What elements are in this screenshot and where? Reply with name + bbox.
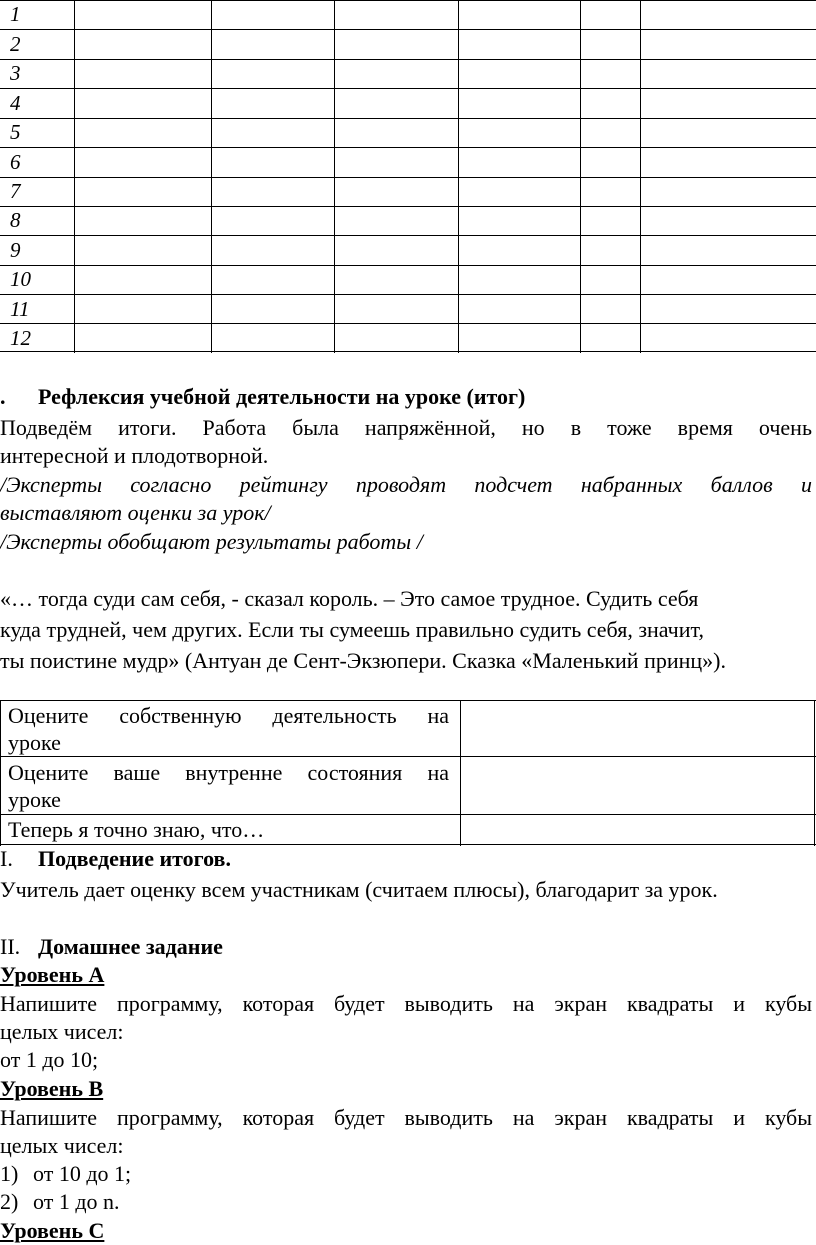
- table-rule: [0, 700, 1, 846]
- table-cell: уроке: [8, 730, 61, 755]
- row-number: 9: [10, 238, 21, 262]
- table-rule: [580, 0, 581, 353]
- paragraph-line: целых чисел:: [0, 1133, 124, 1158]
- row-number: 8: [10, 208, 21, 232]
- paragraph-line: Напишите программу, которая будет выводить на экран квадраты и кубы: [0, 1105, 812, 1130]
- self-assessment-table: [0, 700, 816, 846]
- list-number: 2): [0, 1189, 19, 1214]
- table-rule: [211, 0, 212, 353]
- table-rule: [640, 0, 641, 353]
- section-heading: Рефлексия учебной деятельности на уроке (итог): [38, 384, 526, 409]
- table-rule: [0, 0, 816, 1]
- table-rule: [0, 814, 816, 815]
- row-number: 10: [10, 267, 31, 291]
- table-rule: [0, 59, 816, 60]
- table-rule: [0, 700, 816, 701]
- section-marker: II.: [0, 934, 21, 959]
- table-rule: [0, 118, 816, 119]
- row-number: 6: [10, 150, 21, 174]
- row-number: 7: [10, 179, 21, 203]
- paragraph-line: интересной и плодотворной.: [0, 443, 269, 468]
- table-rule: [0, 177, 816, 178]
- section-marker: I.: [0, 846, 13, 871]
- table-rule: [0, 147, 816, 148]
- table-rule: [0, 294, 816, 295]
- row-number: 1: [10, 2, 21, 26]
- table-rule: [0, 235, 816, 236]
- table-cell: Теперь я точно знаю, что…: [8, 817, 265, 842]
- row-number: 12: [10, 326, 31, 350]
- table-rule: [0, 29, 816, 30]
- table-rule: [0, 88, 816, 89]
- section-heading: Подведение итогов.: [38, 846, 231, 871]
- paragraph-line: от 1 до 10;: [0, 1047, 99, 1072]
- table-rule: [74, 0, 75, 353]
- quote-line: ты поистине мудр» (Антуан де Сент-Экзюпери. Сказка «Маленький принц»).: [0, 648, 726, 673]
- paragraph-line: Учитель дает оценку всем участникам (считаем плюсы), благодарит за урок.: [0, 877, 718, 902]
- paragraph-line: Подведём итоги. Работа была напряжённой, но в тоже время очень: [0, 415, 812, 440]
- row-number: 4: [10, 91, 21, 115]
- table-rule: [814, 700, 815, 846]
- quote-line: «… тогда суди сам себя, - сказал король. – Это самое трудное. Судить себя: [0, 586, 699, 611]
- row-number: 5: [10, 120, 21, 144]
- row-number: 11: [10, 297, 30, 321]
- table-rule: [0, 756, 816, 757]
- paragraph-line: Напишите программу, которая будет выводить на экран квадраты и кубы: [0, 991, 812, 1016]
- list-item: от 1 до n.: [33, 1189, 120, 1214]
- row-number: 2: [10, 32, 21, 56]
- table-cell: уроке: [8, 787, 61, 812]
- list-number: 1): [0, 1161, 19, 1186]
- level-title: Уровень С: [0, 1218, 105, 1243]
- table-rule: [0, 323, 816, 324]
- table-rule: [0, 265, 816, 266]
- paragraph-line: /Эксперты обобщают результаты работы /: [0, 529, 423, 554]
- table-rule: [460, 700, 461, 846]
- section-marker: .: [0, 384, 6, 409]
- table-rule: [0, 351, 816, 352]
- table-rule: [334, 0, 335, 353]
- table-rule: [0, 206, 816, 207]
- section-heading: Домашнее задание: [38, 934, 223, 959]
- row-number: 3: [10, 61, 21, 85]
- table-rule: [458, 0, 459, 353]
- table-cell: Оцените собственную деятельность на: [8, 703, 449, 728]
- paragraph-line: целых чисел:: [0, 1019, 124, 1044]
- level-title: Уровень А: [0, 962, 105, 987]
- table-cell: Оцените ваше внутренне состояния на: [8, 760, 449, 785]
- paragraph-line: выставляют оценки за урок/: [0, 500, 271, 525]
- quote-line: куда трудней, чем других. Если ты сумеешь правильно судить себя, значит,: [0, 617, 704, 642]
- list-item: от 10 до 1;: [33, 1161, 132, 1186]
- numbered-table: [0, 0, 816, 353]
- paragraph-line: /Эксперты согласно рейтингу проводят подсчет набранных баллов и: [0, 472, 812, 497]
- level-title: Уровень В: [0, 1076, 104, 1101]
